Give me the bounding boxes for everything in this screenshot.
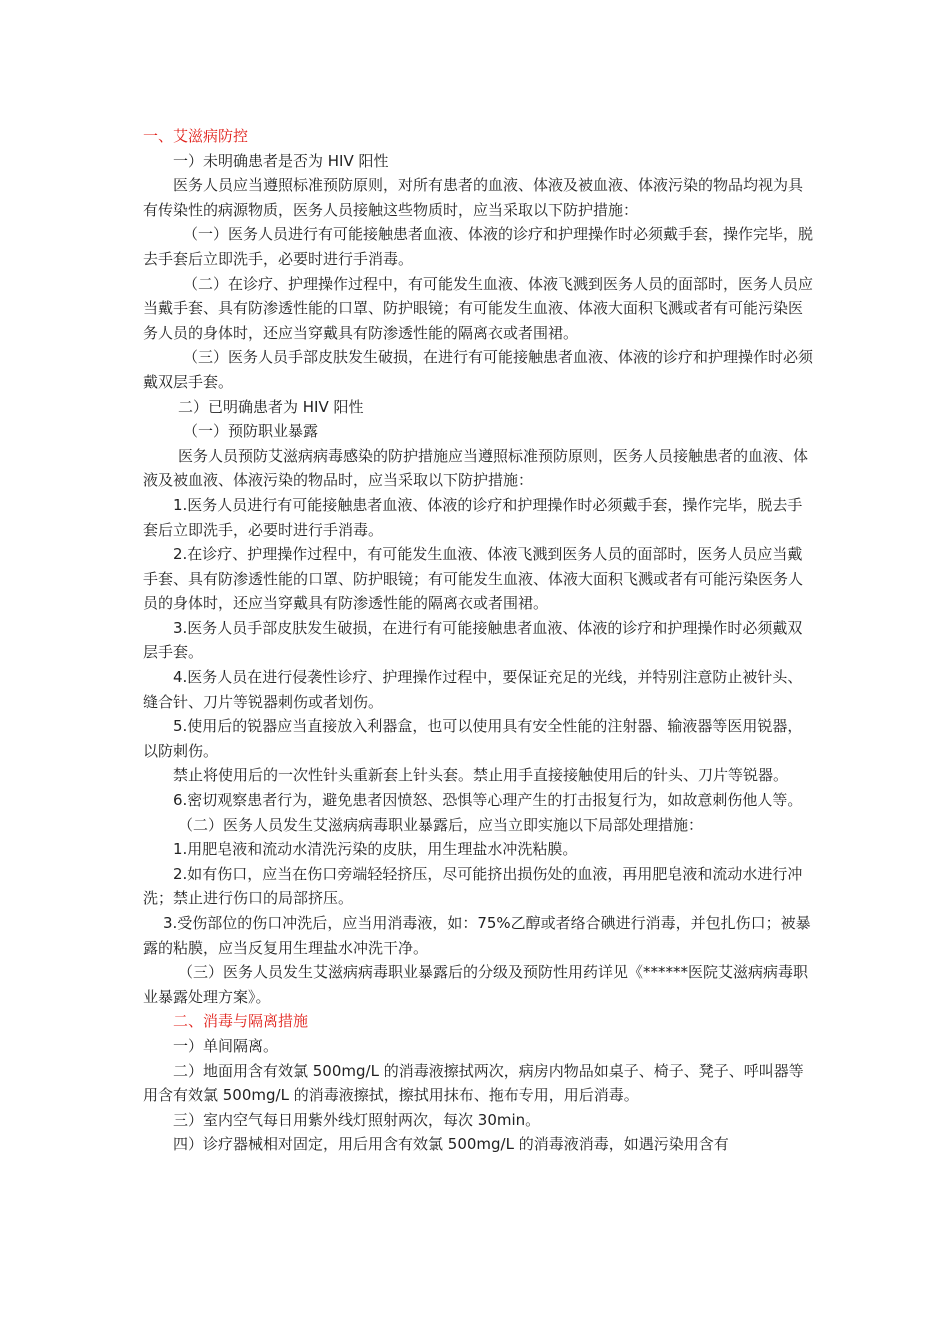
list-item: 二）地面用含有效氯 500mg/L 的消毒液擦拭两次，病房内物品如桌子、椅子、凳子、呼叫器等用含有效氯 500mg/L 的消毒液擦拭，擦拭用抹布、拖布专用，用后消毒。	[143, 1061, 804, 1105]
subsection-heading: （一）预防职业暴露	[183, 422, 319, 441]
list-item: 6.密切观察患者行为，避免患者因愤怒、恐惧等心理产生的打击报复行为，如故意刺伤他人等。	[173, 791, 803, 810]
section-2-title: 二、消毒与隔离措施	[173, 1012, 309, 1031]
paragraph: 医务人员应当遵照标准预防原则，对所有患者的血液、体液及被血液、体液污染的物品均视为具有传染性的病源物质，医务人员接触这些物质时，应当采取以下防护措施：	[143, 176, 804, 219]
list-item: 5.使用后的锐器应当直接放入利器盒，也可以使用具有安全性能的注射器、输液器等医用锐器，以防刺伤。	[143, 717, 803, 760]
paragraph: （三）医务人员手部皮肤发生破损，在进行有可能接触患者血液、体液的诊疗和护理操作时必须戴双层手套。	[143, 348, 814, 391]
list-item: 3.受伤部位的伤口冲洗后，应当用消毒液，如：75%乙醇或者络合碘进行消毒，并包扎伤口；被暴露的粘膜，应当反复用生理盐水冲洗干净。	[143, 914, 811, 957]
paragraph: 禁止将使用后的一次性针头重新套上针头套。禁止用手直接接触使用后的针头、刀片等锐器。	[173, 766, 789, 785]
section-1-title: 一、艾滋病防控	[143, 127, 249, 145]
list-item: 1.用肥皂液和流动水清洗污染的皮肤，用生理盐水冲洗粘膜。	[173, 840, 578, 859]
list-item: 3.医务人员手部皮肤发生破损，在进行有可能接触患者血液、体液的诊疗和护理操作时必须戴双层手套。	[143, 618, 803, 662]
paragraph: （二）在诊疗、护理操作过程中，有可能发生血液、体液飞溅到医务人员的面部时，医务人员应当戴手套、具有防渗透性能的口罩、防护眼镜；有可能发生血液、体液大面积飞溅或者有可能污染医务人员的身体时，还应当穿戴具有防渗透性能的隔离衣或者围裙。	[143, 274, 814, 342]
subsection-1-heading: 一）未明确患者是否为 HIV 阳性	[173, 151, 389, 170]
subsection-2-heading: 二）已明确患者为 HIV 阳性	[178, 397, 364, 416]
list-item: 1.医务人员进行有可能接触患者血液、体液的诊疗和护理操作时必须戴手套，操作完毕，脱去手套后立即洗手，必要时进行手消毒。	[143, 495, 803, 539]
document-page	[143, 124, 815, 1157]
list-item: 三）室内空气每日用紫外线灯照射两次，每次 30min。	[173, 1110, 541, 1129]
subsection-heading: （三）医务人员发生艾滋病病毒职业暴露后的分级及预防性用药详见《******医院艾滋病病毒职业暴露处理方案》。	[143, 963, 809, 1006]
list-item: 4.医务人员在进行侵袭性诊疗、护理操作过程中，要保证充足的光线，并特别注意防止被针头、缝合针、刀片等锐器刺伤或者划伤。	[143, 668, 803, 711]
paragraph: 医务人员预防艾滋病病毒感染的防护措施应当遵照标准预防原则，医务人员接触患者的血液、体液及被血液、体液污染的物品时，应当采取以下防护措施：	[143, 446, 809, 490]
list-item: 一）单间隔离。	[173, 1036, 279, 1055]
list-item: 2.在诊疗、护理操作过程中，有可能发生血液、体液飞溅到医务人员的面部时，医务人员应当戴手套、具有防渗透性能的口罩、防护眼镜；有可能发生血液、体液大面积飞溅或者有可能污染医务人员的身体时，还应当穿戴具有防渗透性能的隔离衣或者围裙。	[143, 545, 804, 613]
list-item: 2.如有伤口，应当在伤口旁端轻轻挤压，尽可能挤出损伤处的血液，再用肥皂液和流动水进行冲洗；禁止进行伤口的局部挤压。	[143, 864, 803, 908]
paragraph: （一）医务人员进行有可能接触患者血液、体液的诊疗和护理操作时必须戴手套，操作完毕，脱去手套后立即洗手，必要时进行手消毒。	[143, 225, 814, 268]
list-item: 四）诊疗器械相对固定，用后用含有效氯 500mg/L 的消毒液消毒，如遇污染用含有	[173, 1135, 729, 1154]
subsection-heading: （二）医务人员发生艾滋病病毒职业暴露后，应当立即实施以下局部处理措施：	[178, 815, 704, 834]
